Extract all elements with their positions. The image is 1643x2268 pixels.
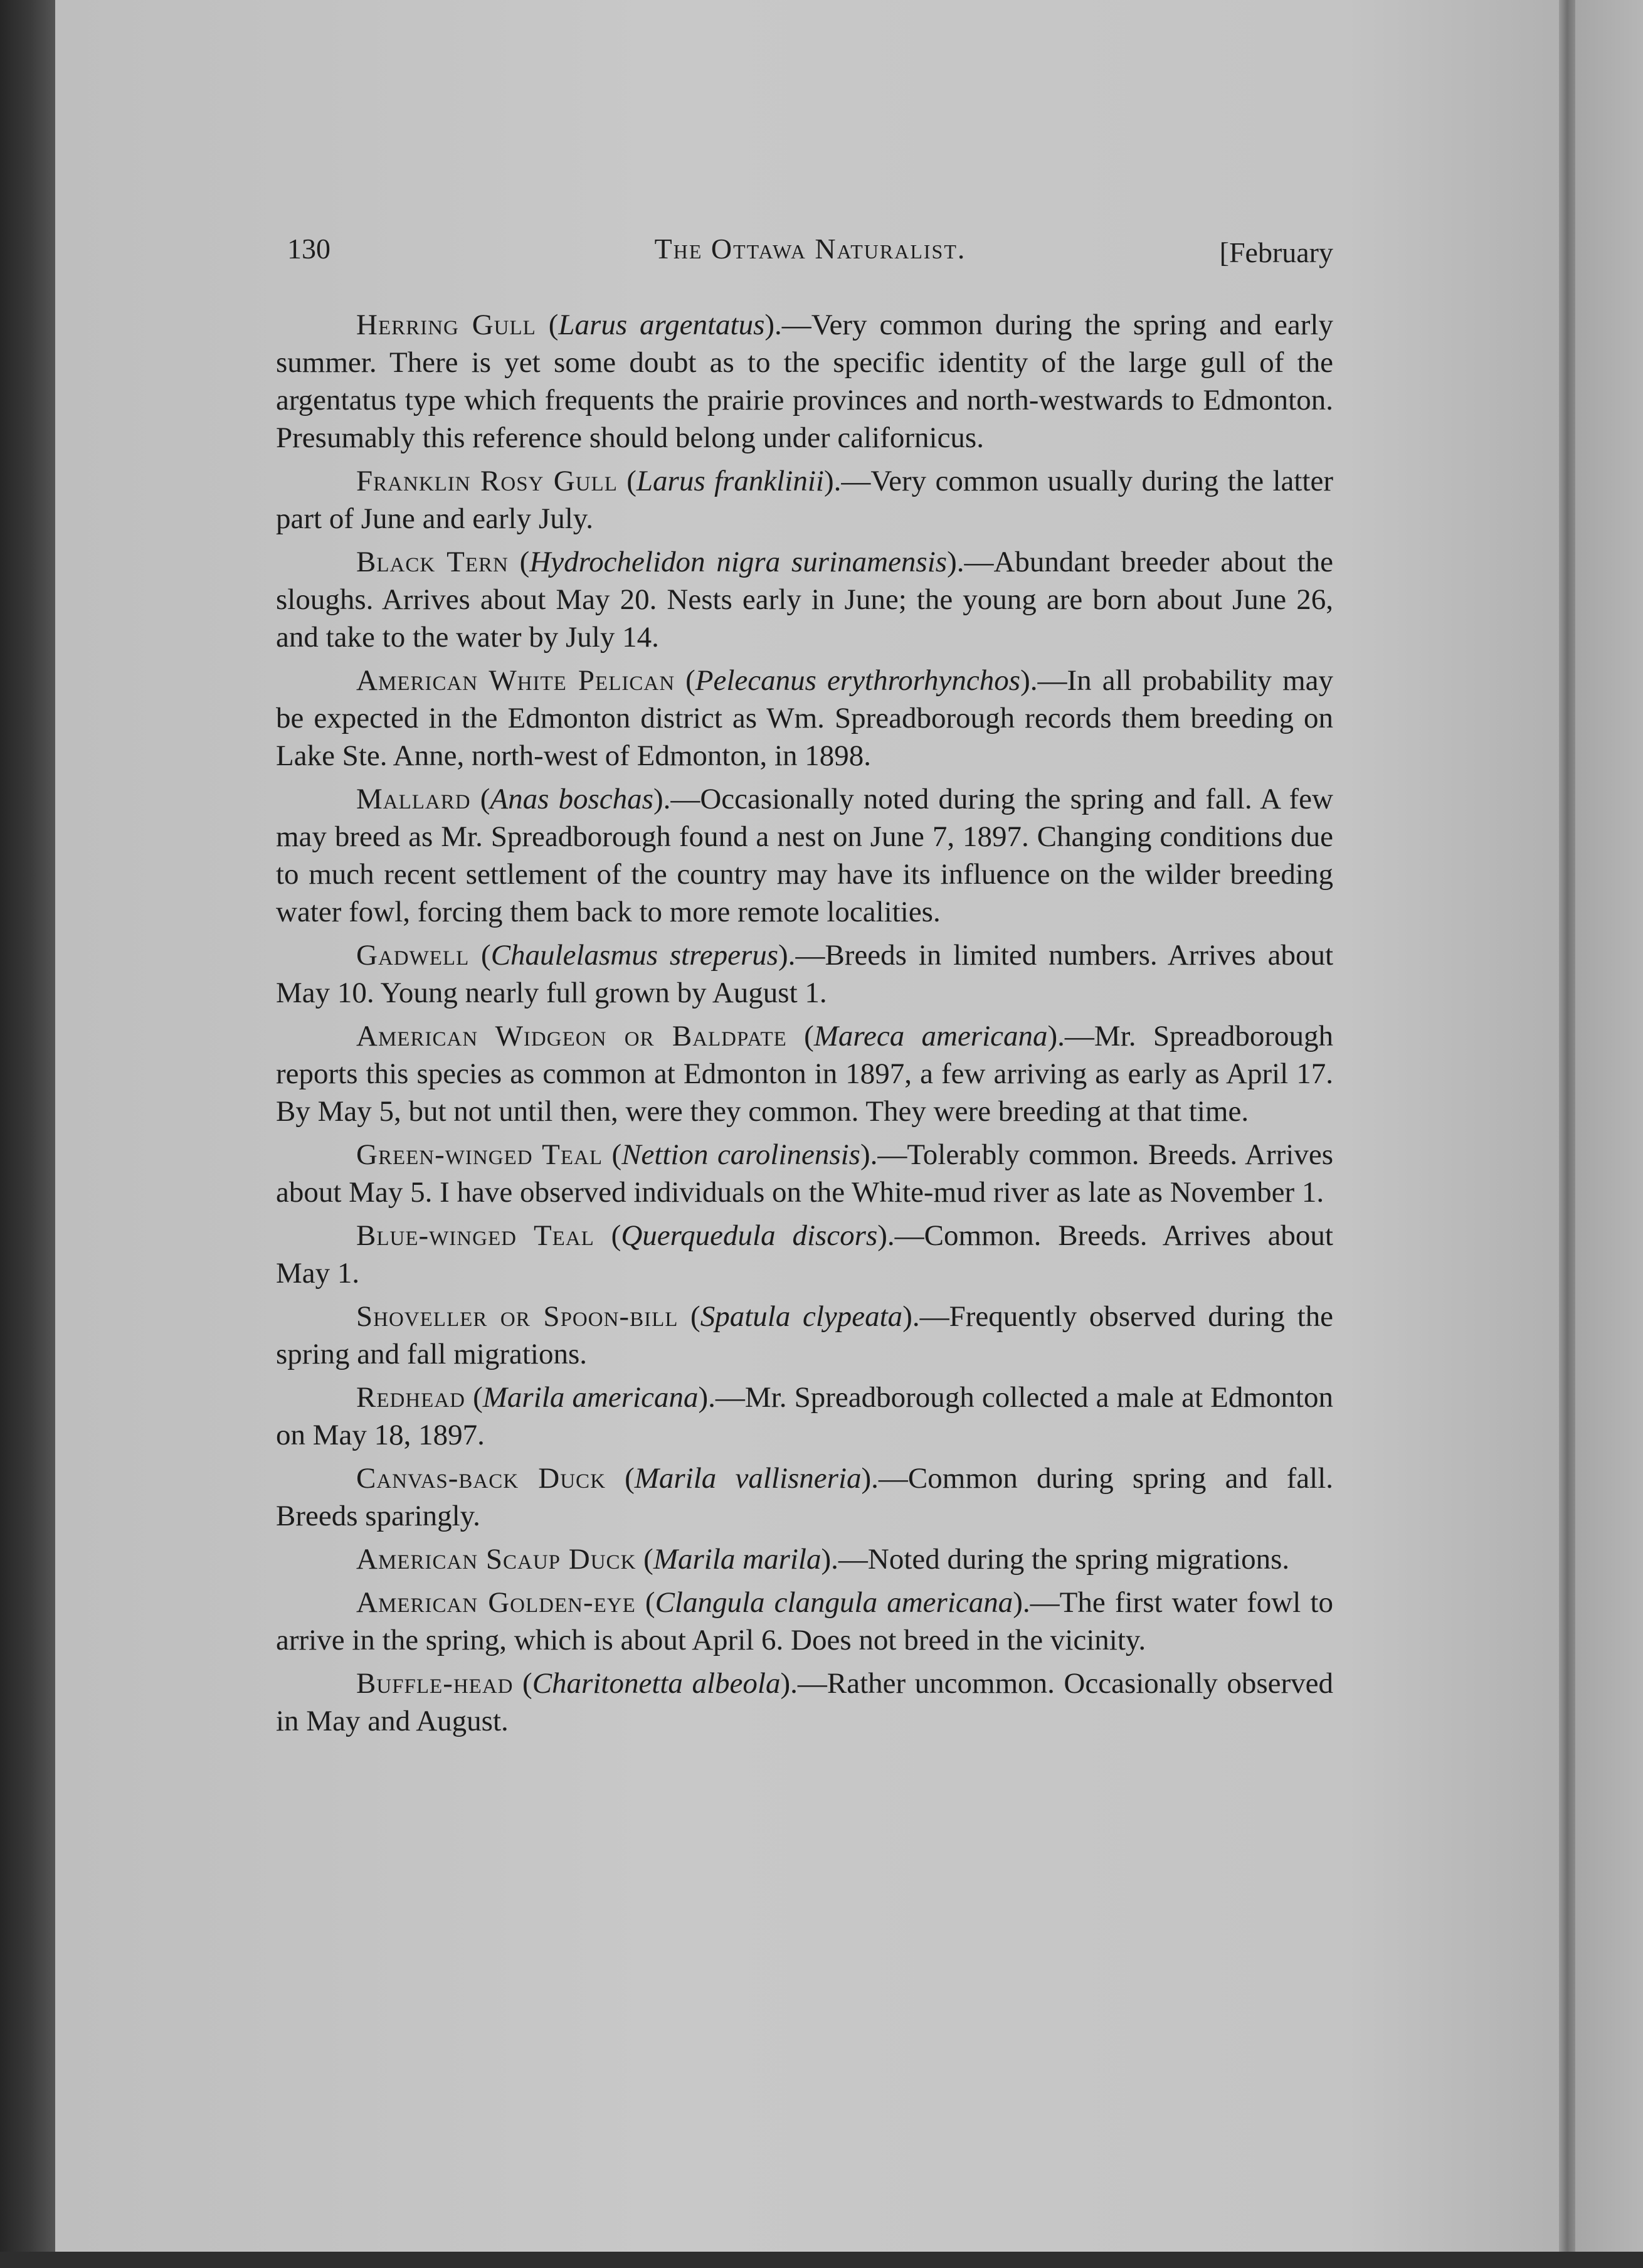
species-common-name: Gadwell (356, 939, 470, 972)
opening-paren: ( (594, 1219, 621, 1252)
species-entry (276, 1379, 1333, 1454)
species-latin-name: Clangula clangula americana (655, 1586, 1013, 1619)
opening-paren: ( (635, 1586, 655, 1619)
species-entry (276, 662, 1333, 775)
opening-paren: ( (617, 465, 637, 497)
species-latin-name: Hydrochelidon nigra surinamensis (529, 546, 948, 578)
body-text (276, 306, 1333, 1746)
species-entry (276, 462, 1333, 538)
species-description: —Common during spring and fall. Breeds sparingly. (276, 1462, 1333, 1532)
opening-paren: ( (508, 546, 530, 578)
species-entry (276, 780, 1333, 931)
running-header (287, 228, 1333, 268)
species-latin-name: Larus argentatus (558, 309, 765, 341)
closing-paren: ). (902, 1300, 920, 1333)
species-description: —Very common during the spring and early summer. There is yet some doubt as to the specific identity of the large gull of the argentatus type which frequents the prairie provinces and north-westwards to Edmonton. Presumably this reference should belong under californicus. (276, 309, 1333, 454)
page-gutter (1559, 0, 1575, 2252)
opening-paren: ( (469, 939, 491, 972)
closing-paren: ). (698, 1381, 716, 1414)
closing-paren: ). (861, 1462, 879, 1495)
species-latin-name: Marila vallisneria (634, 1462, 862, 1495)
month-label: [February (1219, 236, 1333, 268)
species-description: —Tolerably common. Breeds. Arrives about May 5. I have observed individuals on the White-mud river as late as November 1. (276, 1138, 1333, 1209)
species-common-name: Canvas-back Duck (356, 1462, 606, 1495)
closing-paren: ). (764, 309, 782, 341)
closing-paren: ). (778, 939, 796, 972)
closing-paren: ). (1020, 664, 1038, 697)
species-common-name: Redhead (356, 1381, 465, 1414)
species-entry (276, 1136, 1333, 1211)
opening-paren: ( (636, 1543, 653, 1576)
species-entry (276, 543, 1333, 656)
species-latin-name: Chaulelasmus streperus (490, 939, 779, 972)
opening-paren: ( (678, 1300, 700, 1333)
species-description: —Noted during the spring migrations. (838, 1543, 1290, 1576)
species-common-name: American Widgeon or Baldpate (356, 1020, 787, 1052)
species-latin-name: Marila marila (653, 1543, 822, 1576)
opening-paren: ( (465, 1381, 483, 1414)
opening-paren: ( (603, 1138, 622, 1171)
species-entry (276, 1665, 1333, 1740)
closing-paren: ). (860, 1138, 878, 1171)
species-entry (276, 1017, 1333, 1130)
species-description: —Mr. Spreadborough reports this species as common at Edmonton in 1897, a few arriving as early as April 17. By May 5, but not until then, were they common. They were breeding at that time. (276, 1020, 1333, 1128)
species-common-name: American White Pelican (356, 664, 675, 697)
species-description: —In all probability may be expected in the Edmonton district as Wm. Spreadborough records them breeding on Lake Ste. Anne, north-west of Edmonton, in 1898. (276, 664, 1334, 772)
species-common-name: Franklin Rosy Gull (356, 465, 618, 497)
species-latin-name: Marila americana (482, 1381, 699, 1414)
bottom-page-edge (0, 2252, 1643, 2268)
closing-paren: ). (947, 546, 964, 578)
species-common-name: American Golden-eye (356, 1586, 636, 1619)
species-latin-name: Querquedula discors (621, 1219, 878, 1252)
opening-paren: ( (513, 1667, 532, 1700)
species-latin-name: Anas boschas (490, 783, 653, 815)
species-description: —Very common usually during the latter part of June and early July. (276, 465, 1333, 535)
opening-paren: ( (605, 1462, 635, 1495)
species-latin-name: Larus franklinii (636, 465, 824, 497)
right-page-edge (1575, 0, 1643, 2252)
closing-paren: ). (821, 1543, 838, 1576)
species-common-name: Herring Gull (356, 309, 536, 341)
closing-paren: ). (653, 783, 671, 815)
species-description: —Mr. Spreadborough collected a male at Edmonton on May 18, 1897. (276, 1381, 1333, 1451)
species-entry (276, 1584, 1333, 1659)
left-page-edge (0, 0, 55, 2268)
species-description: —Common. Breeds. Arrives about May 1. (276, 1219, 1333, 1290)
closing-paren: ). (823, 465, 842, 497)
species-latin-name: Nettion carolinensis (621, 1138, 860, 1171)
journal-title: The Ottawa Naturalist. (654, 233, 966, 265)
species-common-name: Shoveller or Spoon-bill (356, 1300, 679, 1333)
opening-paren: ( (470, 783, 490, 815)
species-entry (276, 306, 1333, 457)
page-number: 130 (287, 233, 330, 265)
species-common-name: Blue-winged Teal (356, 1219, 594, 1252)
species-latin-name: Pelecanus erythrorhynchos (695, 664, 1021, 697)
opening-paren: ( (675, 664, 695, 697)
closing-paren: ). (780, 1667, 798, 1700)
closing-paren: ). (877, 1219, 895, 1252)
opening-paren: ( (786, 1020, 814, 1052)
species-description: —Frequently observed during the spring and fall migrations. (276, 1300, 1333, 1370)
species-entry (276, 1217, 1333, 1292)
species-common-name: Mallard (356, 783, 471, 815)
species-description: —The first water fowl to arrive in the spring, which is about April 6. Does not breed in the vicinity. (276, 1586, 1333, 1656)
species-latin-name: Charitonetta albeola (532, 1667, 781, 1700)
species-entry (276, 1298, 1333, 1373)
species-latin-name: Spatula clypeata (700, 1300, 903, 1333)
species-description: —Rather uncommon. Occasionally observed in May and August. (276, 1667, 1333, 1737)
species-common-name: American Scaup Duck (356, 1543, 637, 1576)
species-common-name: Buffle-head (356, 1667, 514, 1700)
closing-paren: ). (1013, 1586, 1030, 1619)
species-entry (276, 1540, 1333, 1578)
species-common-name: Black Tern (356, 546, 509, 578)
species-description: —Breeds in limited numbers. Arrives about May 10. Young nearly full grown by August 1. (276, 939, 1334, 1009)
species-description: —Occasionally noted during the spring and fall. A few may breed as Mr. Spreadborough found a nest on June 7, 1897. Changing conditions due to much recent settlement of the country may have its influence on the wilder breeding water fowl, forcing them back to more remote localities. (276, 783, 1333, 928)
species-latin-name: Mareca americana (813, 1020, 1048, 1052)
species-entry (276, 1460, 1333, 1535)
species-common-name: Green-winged Teal (356, 1138, 603, 1171)
opening-paren: ( (536, 309, 559, 341)
species-entry (276, 936, 1333, 1012)
species-description: —Abundant breeder about the sloughs. Arrives about May 20. Nests early in June; the young are born about June 26, and take to the water by July 14. (276, 546, 1333, 654)
closing-paren: ). (1047, 1020, 1065, 1052)
